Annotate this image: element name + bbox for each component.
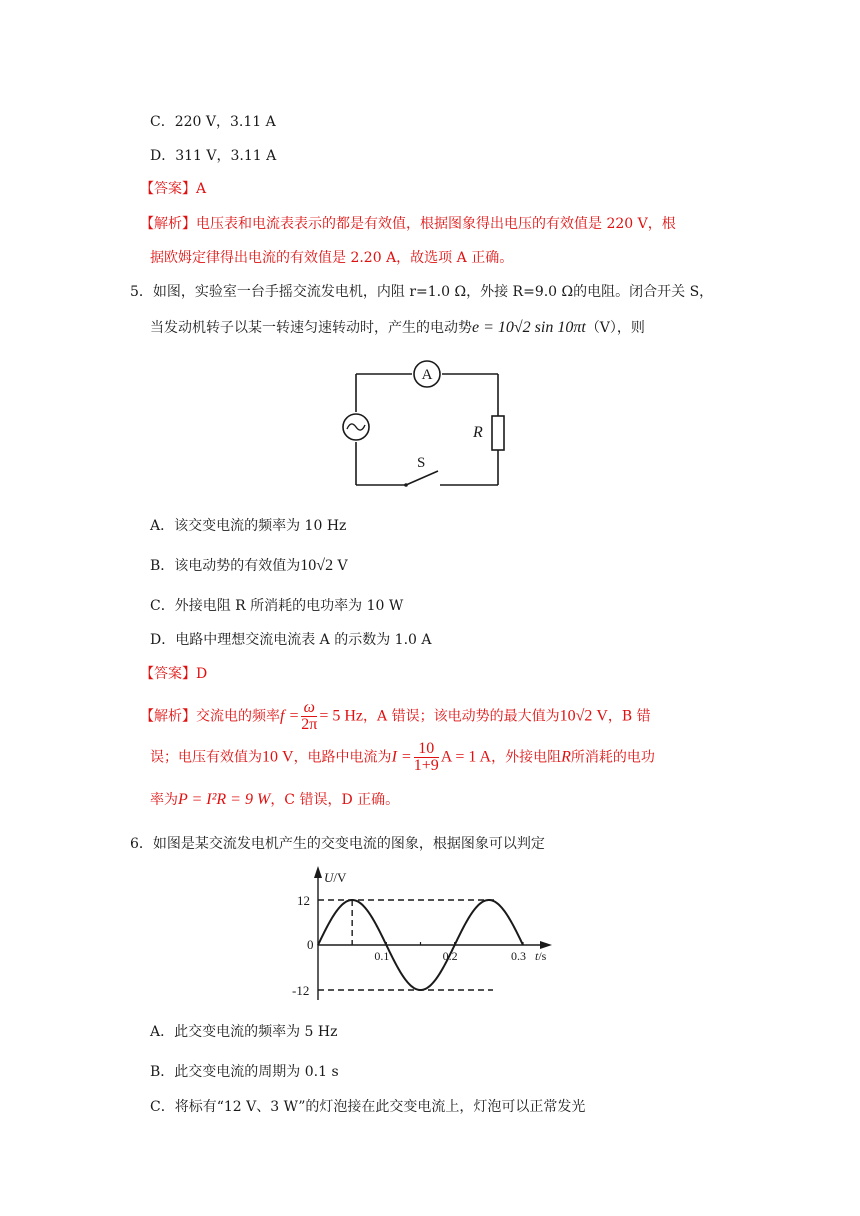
q4-analysis-line2: 据欧姆定律得出电流的有效值是 2.20 A，故选项 A 正确。 <box>150 250 514 266</box>
fraction <box>414 741 439 774</box>
ammeter-label: A <box>421 367 433 383</box>
option-unit: V <box>333 558 348 574</box>
formula: P = I²R = 9 W <box>178 791 271 808</box>
voltage-time-chart <box>290 860 560 1010</box>
x-axis-label: t/s <box>535 949 547 963</box>
x-tick-label-2: 0.2 <box>442 949 458 963</box>
q4-analysis-line1 <box>140 214 676 234</box>
q6-stem: 6．如图是某交流发电机产生的交变电流的图象，根据图象可以判定 <box>130 836 545 852</box>
analysis-text: 所消耗的电功 <box>570 749 655 766</box>
answer-tag: 【答案】 <box>140 666 196 682</box>
resistor-icon <box>492 416 504 450</box>
switch-label: S <box>417 455 426 471</box>
y-axis-label: U/V <box>324 870 347 885</box>
q5-analysis-line1 <box>140 700 651 733</box>
formula: A = 1 A <box>440 748 492 766</box>
analysis-text: ，外接电阻 <box>491 749 562 766</box>
formula: R <box>561 748 571 766</box>
resistor-label: R <box>473 424 483 441</box>
q5-option-b <box>150 556 348 576</box>
circuit-diagram <box>340 352 520 497</box>
analysis-tag: 【解析】 <box>140 216 196 232</box>
q5-stem-line1: 5．如图，实验室一台手摇交流发电机，内阻 r=1.0 Ω，外接 R=9.0 Ω的电阻。闭合开关 S， <box>130 284 714 300</box>
q4-answer <box>140 179 206 199</box>
q5-analysis-line2 <box>150 741 655 774</box>
q5-option-c: C．外接电阻 R 所消耗的电功率为 10 W <box>150 598 404 614</box>
y-tick-label-0: 0 <box>307 937 314 952</box>
analysis-text: 电压表和电流表表示的都是有效值，根据图象得出电压的有效值是 220 V，根 <box>196 216 676 232</box>
stem-text: （V），则 <box>585 320 645 336</box>
option-b-value: 10√2 <box>300 557 334 574</box>
y-axis-arrow <box>314 866 322 878</box>
formula: 10 V <box>262 748 294 766</box>
denominator: 2π <box>301 716 318 733</box>
formula: = 5 Hz <box>319 707 364 725</box>
analysis-text: 率为 <box>150 792 178 808</box>
answer-tag: 【答案】 <box>140 181 196 197</box>
q4-option-d: D．311 V，3.11 A <box>150 148 277 164</box>
ammeter-icon <box>414 361 440 387</box>
stem-text: 当发动机转子以某一转速匀速转动时，产生的电动势 <box>150 320 472 336</box>
emf-formula: e = 10√2 sin 10πt <box>472 319 586 336</box>
q5-option-a: A．该交变电流的频率为 10 Hz <box>150 518 347 534</box>
q6-option-c: C．将标有“12 V、3 W”的灯泡接在此交变电流上，灯泡可以正常发光 <box>150 1099 586 1115</box>
y-tick-label-12: 12 <box>297 893 310 908</box>
q5-stem-line2 <box>150 318 645 338</box>
q5-option-d: D．电路中理想交流电流表 A 的示数为 1.0 A <box>150 632 432 648</box>
x-tick-label-3: 0.3 <box>511 949 526 963</box>
fraction <box>301 700 317 733</box>
formula: 10√2 V <box>559 707 608 725</box>
q4-option-c: C．220 V，3.11 A <box>150 114 276 130</box>
y-tick-label-neg12: -12 <box>292 983 310 998</box>
q6-option-a: A．此交变电流的频率为 5 Hz <box>150 1024 338 1040</box>
answer-value: A <box>196 181 207 197</box>
q6-option-b: B．此交变电流的周期为 0.1 s <box>150 1064 339 1080</box>
switch-icon <box>404 483 408 487</box>
analysis-text: 误；电压有效值为 <box>150 749 262 766</box>
analysis-text: ，电路中电流为 <box>293 749 392 766</box>
analysis-text: 交流电的频率 <box>196 708 280 725</box>
q5-answer <box>140 664 207 684</box>
analysis-text: ，B 错 <box>607 708 651 725</box>
ac-source-icon <box>343 414 369 440</box>
numerator: 10 <box>414 741 439 758</box>
denominator: 1+9 <box>413 757 439 774</box>
q5-analysis-line3 <box>150 790 399 810</box>
analysis-text: ，C 错误，D 正确。 <box>270 792 400 808</box>
formula: f = <box>280 707 300 725</box>
option-text: B．该电动势的有效值为 <box>150 558 301 574</box>
analysis-tag: 【解析】 <box>140 708 196 725</box>
answer-value: D <box>196 666 208 682</box>
formula: I = <box>391 748 412 766</box>
x-tick-label-1: 0.1 <box>374 949 390 963</box>
numerator: ω <box>301 700 317 717</box>
analysis-text: ，A 错误；该电动势的最大值为 <box>363 708 560 725</box>
x-axis-arrow <box>540 941 552 949</box>
